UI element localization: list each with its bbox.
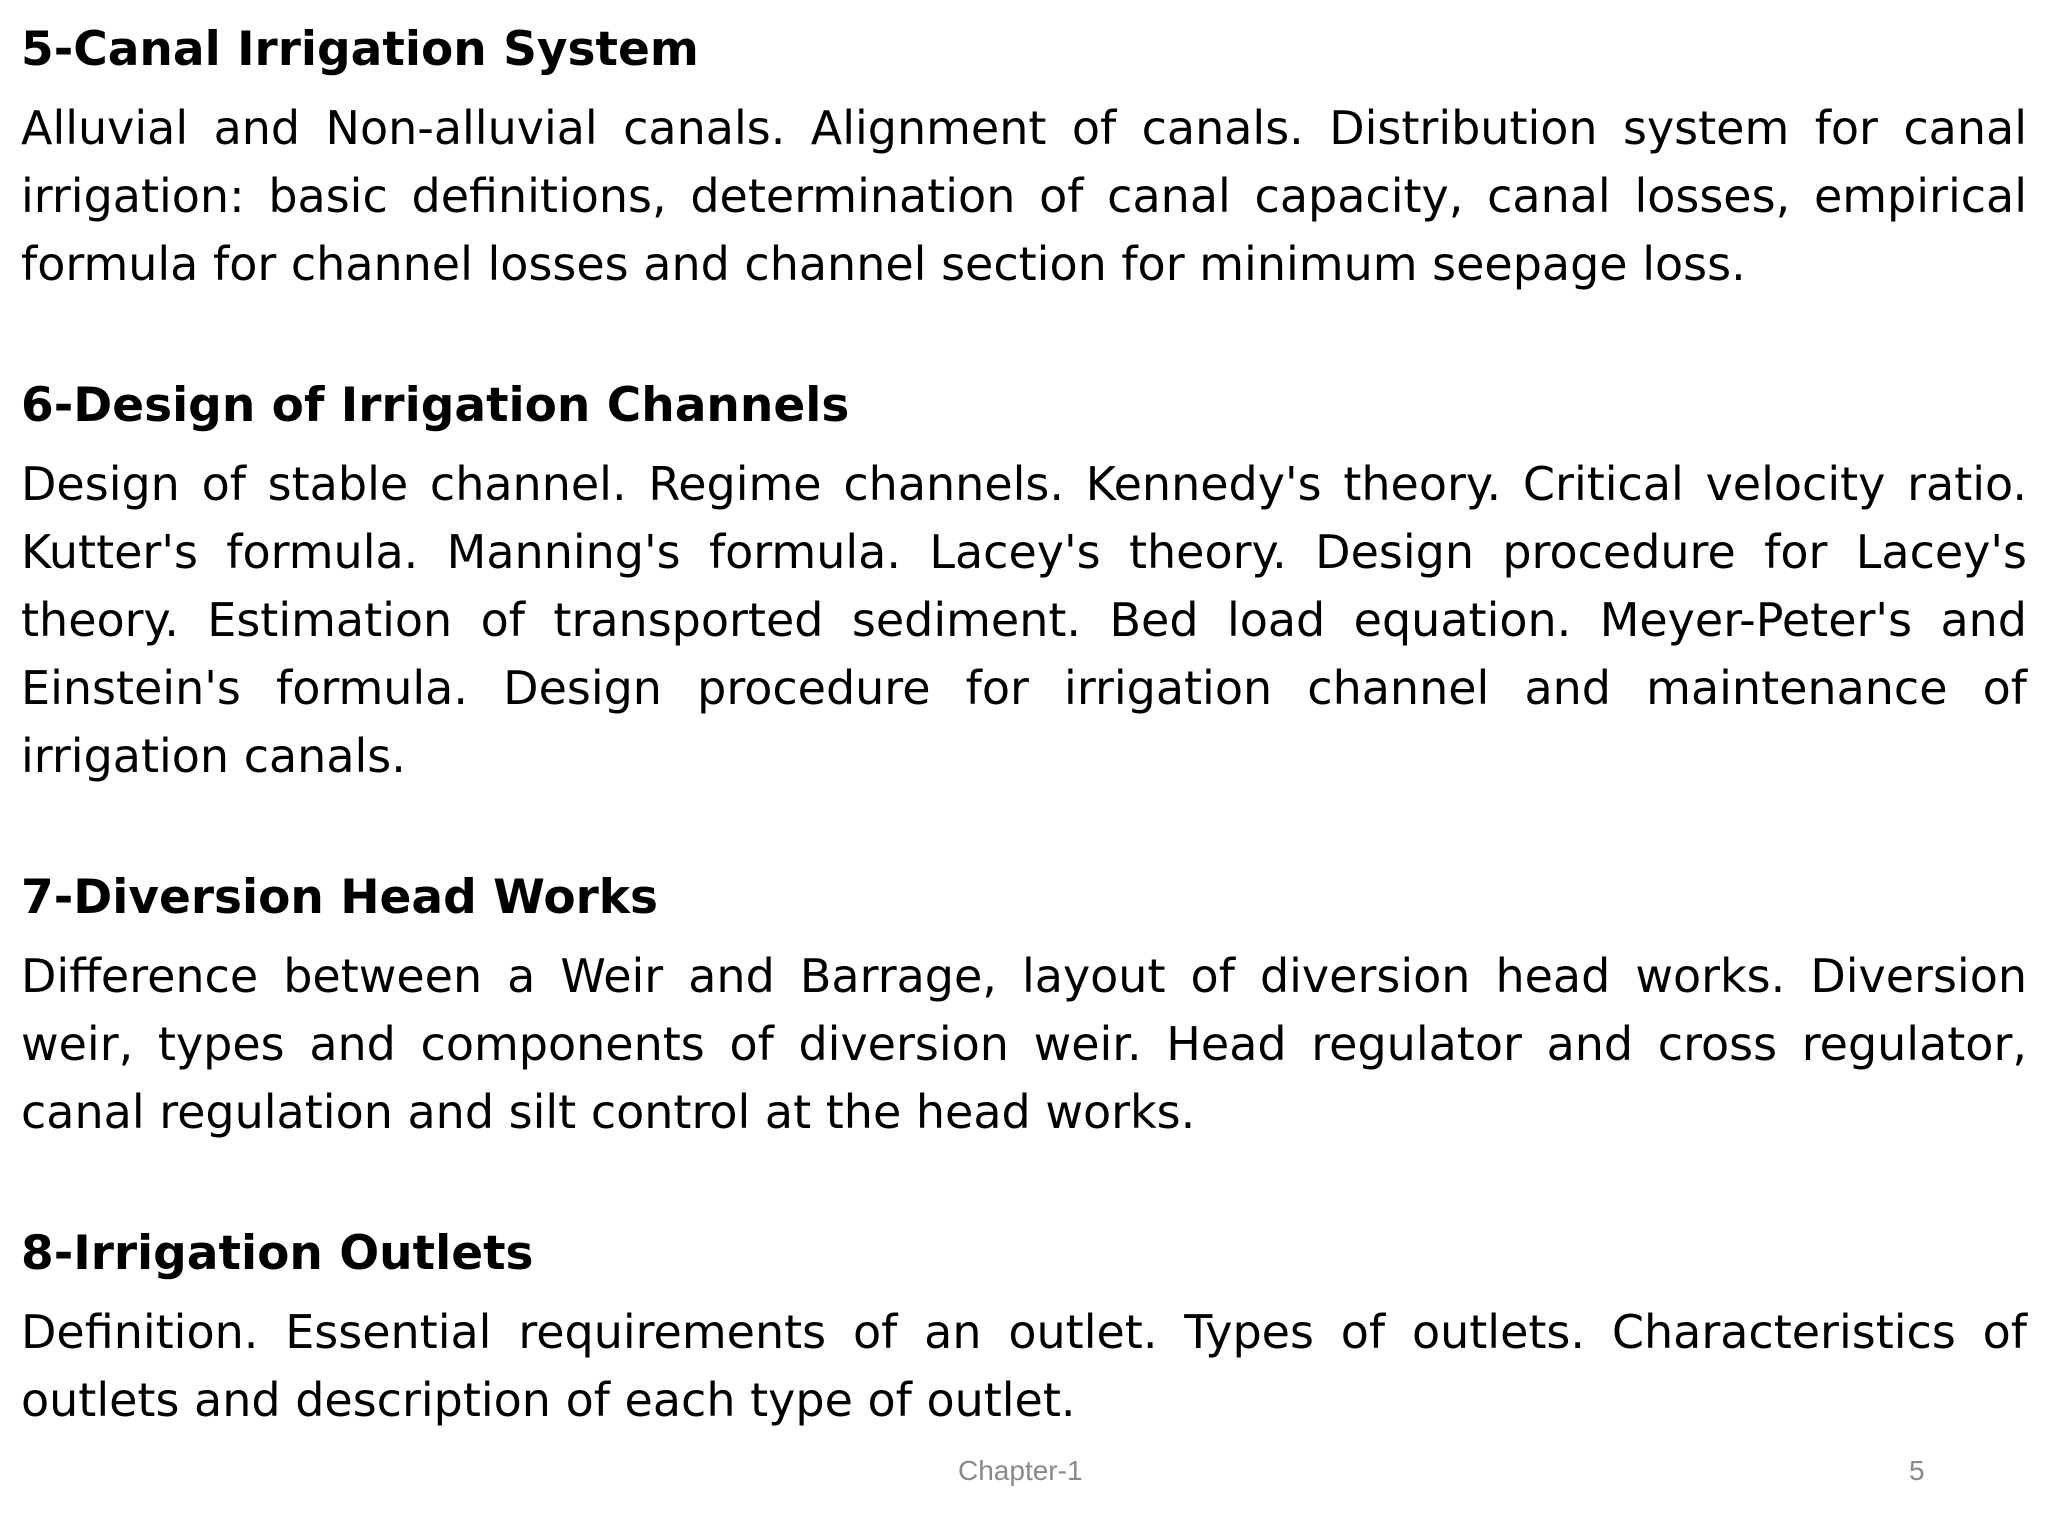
section-body: Definition. Essential requirements of an outlet. Types of outlets. Characteristics of outlets and description of each type of outlet. [21, 1305, 2027, 1427]
section-title: 5-Canal Irrigation System [21, 22, 699, 77]
section-title: 7-Diversion Head Works [21, 870, 659, 925]
section-body: Alluvial and Non-alluvial canals. Alignment of canals. Distribution system for canal irrigation: basic definitions, determination of canal capacity, canal losses, empirical formula for channel losses and channel section for minimum seepage loss. [21, 101, 2027, 291]
section-body: Design of stable channel. Regime channels. Kennedy's theory. Critical velocity ratio. Kutter's formula. Manning's formula. Lacey's theory. Design procedure for Lacey's theory. Estimation of transported sediment. Bed load equation. Meyer-Peter's and Einstein's formula. Design procedure for irrigation channel and maintenance of irrigation canals. [21, 457, 2027, 783]
section-design-of-irrigation-channels [21, 374, 2027, 790]
section-title: 8-Irrigation Outlets [21, 1226, 534, 1281]
section-body: Difference between a Weir and Barrage, layout of diversion head works. Diversion weir, types and components of diversion weir. Head regulator and cross regulator, canal regulation and silt control at the head works. [21, 949, 2027, 1139]
section-irrigation-outlets [21, 1222, 2027, 1434]
section-canal-irrigation-system [21, 18, 2027, 298]
document-content [21, 18, 2027, 1434]
section-title: 6-Design of Irrigation Channels [21, 378, 850, 433]
page-number: 5 [1909, 1455, 1925, 1486]
footer-chapter-label: Chapter-1 [958, 1455, 1083, 1486]
section-diversion-head-works [21, 866, 2027, 1146]
